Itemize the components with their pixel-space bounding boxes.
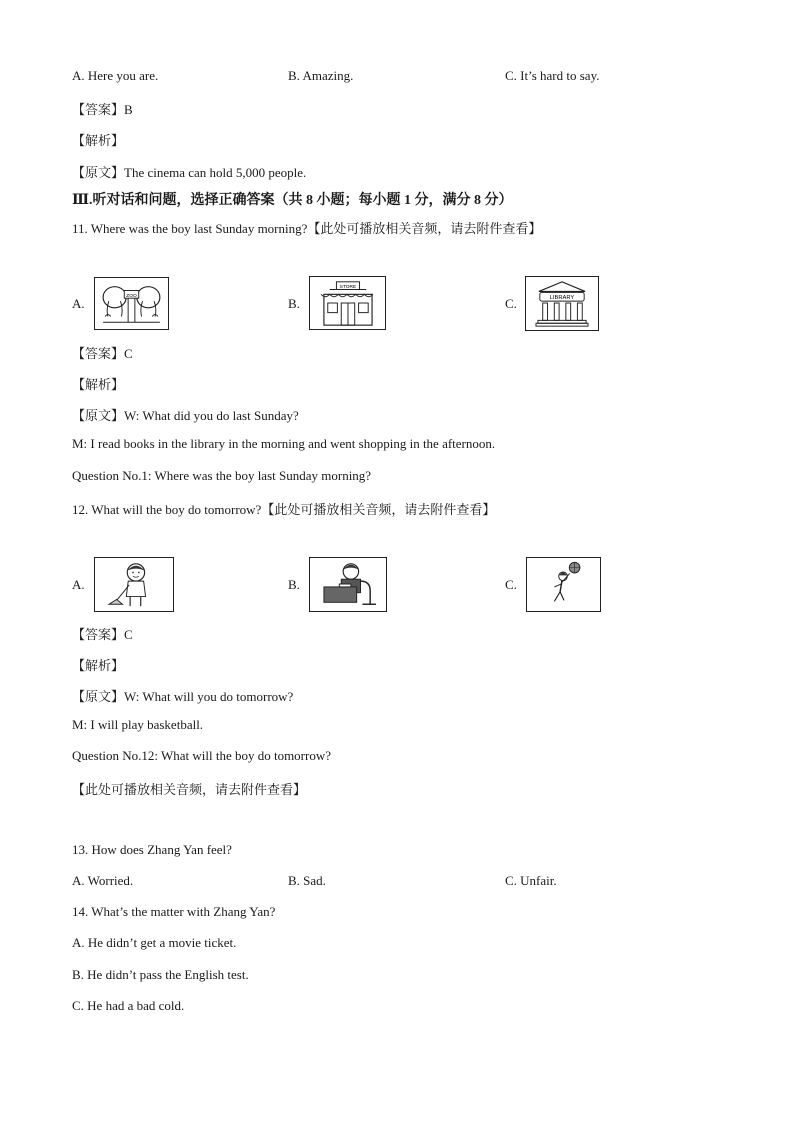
- q11-option-c-label: C.: [505, 296, 517, 311]
- q10-option-a: A. Here you are.: [72, 68, 159, 83]
- q13-question: 13. How does Zhang Yan feel?: [72, 842, 232, 857]
- library-icon: [526, 277, 598, 330]
- q14-option-b: B. He didn’t pass the English test.: [72, 967, 249, 982]
- boy-studying-icon: [310, 558, 386, 611]
- q12-question: 12. What will the boy do tomorrow?【此处可播放相关音频，请去附件查看】: [72, 502, 496, 517]
- zoo-gate-icon: [95, 278, 168, 329]
- q12-answer: 【答案】C: [72, 627, 133, 642]
- library-sign: LIBRARY: [549, 295, 575, 302]
- q12-option-a-label: A.: [72, 577, 85, 592]
- q12-transcript-line-3: Question No.12: What will the boy do tomorrow?: [72, 748, 332, 763]
- q14-option-a: A. He didn’t get a movie ticket.: [72, 935, 237, 950]
- q11-transcript-line-2: M: I read books in the library in the morning and went shopping in the afternoon.: [72, 436, 496, 451]
- q11-question: 11. Where was the boy last Sunday morning?【此处可播放相关音频，请去附件查看】: [72, 221, 542, 236]
- q11-option-b-label: B.: [288, 296, 300, 311]
- q13-option-a: A. Worried.: [72, 873, 134, 888]
- q12-transcript-line-2: M: I will play basketball.: [72, 717, 204, 732]
- q11-option-a-label: A.: [72, 296, 85, 311]
- zoo-sign: ZOO: [126, 293, 137, 299]
- studying-boy-image: [309, 557, 387, 612]
- q11-transcript-line-3: Question No.1: Where was the boy last Sunday morning?: [72, 468, 372, 483]
- q10-option-b: B. Amazing.: [288, 68, 354, 83]
- q14-option-c: C. He had a bad cold.: [72, 998, 185, 1013]
- store-image: [309, 276, 386, 330]
- q12-option-c-label: C.: [505, 577, 517, 592]
- q10-analysis: 【解析】: [72, 133, 125, 148]
- section-heading: Ⅲ.听对话和问题，选择正确答案（共 8 小题；每小题 1 分，满分 8 分）: [72, 193, 513, 208]
- q11-transcript-line-1: 【原文】W: What did you do last Sunday?: [72, 408, 299, 423]
- store-icon: [310, 277, 385, 329]
- sweeping-boy-image: [94, 557, 174, 612]
- zoo-image: [94, 277, 169, 330]
- store-sign: STORE: [339, 284, 357, 290]
- q10-transcript: 【原文】The cinema can hold 5,000 people.: [72, 165, 307, 180]
- q14-question: 14. What’s the matter with Zhang Yan?: [72, 904, 276, 919]
- q11-answer: 【答案】C: [72, 346, 133, 361]
- q11-analysis: 【解析】: [72, 377, 125, 392]
- q10-option-c: C. It’s hard to say.: [505, 68, 600, 83]
- boy-sweeping-icon: [95, 558, 173, 611]
- q10-answer: 【答案】B: [72, 102, 133, 117]
- q13-option-c: C. Unfair.: [505, 873, 557, 888]
- q13-option-b: B. Sad.: [288, 873, 326, 888]
- audio-note: 【此处可播放相关音频，请去附件查看】: [72, 782, 307, 797]
- library-image: [525, 276, 599, 331]
- q12-analysis: 【解析】: [72, 658, 125, 673]
- q12-transcript-line-1: 【原文】W: What will you do tomorrow?: [72, 689, 294, 704]
- q12-option-b-label: B.: [288, 577, 300, 592]
- boy-playing-basketball-icon: [527, 558, 600, 611]
- basketball-boy-image: [526, 557, 601, 612]
